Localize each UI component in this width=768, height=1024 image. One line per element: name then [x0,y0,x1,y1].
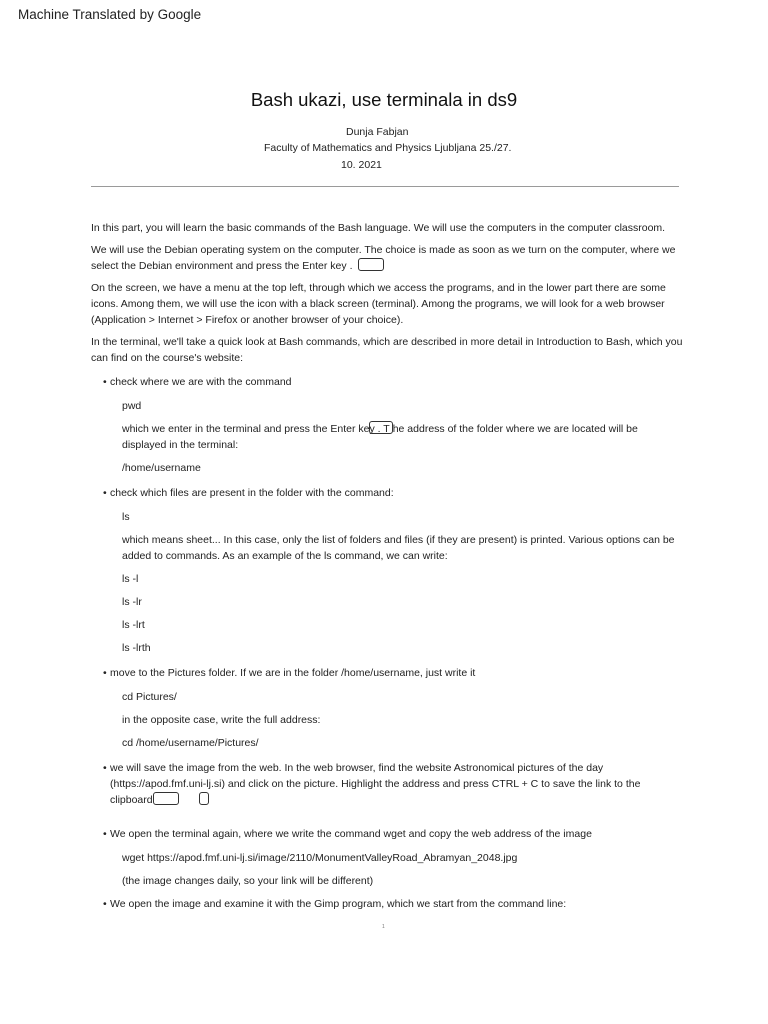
document-body [91,220,683,920]
ctrl-key-icon [153,792,179,805]
bullet-wget: • We open the terminal again, where we write the command wget and copy the web address of the image [91,826,683,842]
bullet-ls: • check which files are present in the folder with the command: [91,485,683,501]
paragraph-debian: We will use the Debian operating system on the computer. The choice is made as soon as we turn on the computer, where we select the Debian environment and press the Enter key . [91,244,676,272]
ls-option: ls -l [122,573,139,585]
wget-note: (the image changes daily, so your link will be different) [122,875,374,887]
bullet-save-image: • we will save the image from the web. In the web browser, find the website Astronomical pictures of the day (https://apod.fmf.uni-lj.si) and click on the picture. Highlight the address and press CTRL + C to save the link to the clipboard [91,760,683,808]
ls-description: which means sheet... In this case, only the list of folders and files (if they are present) is printed. Various options can be added to commands. As an example of the ls command, we can write: [122,534,675,562]
ls-option: ls -lrth [122,642,151,654]
author: Dunja Fabjan [346,126,409,138]
command-ls: ls [122,511,130,523]
command-cd-full: cd /home/username/Pictures/ [122,737,259,749]
c-key-icon [199,792,209,805]
translation-banner: Machine Translated by Google [18,7,202,22]
document-title: Bash ukazi, use terminala in ds9 [250,89,518,110]
ls-option: ls -lrt [122,619,145,631]
bullet-gimp: • We open the image and examine it with the Gimp program, which we start from the command line: [91,896,683,912]
date: 10. 2021 [341,159,382,171]
command-cd: cd Pictures/ [122,691,177,703]
command-pwd: pwd [122,400,142,412]
enter-key-icon [369,421,393,434]
page-number: 1 [382,924,385,930]
paragraph-screen: On the screen, we have a menu at the top left, through which we access the programs, and in the lower part there are some icons. Among them, we will use the icon with a black screen (terminal). Among the programs, we will look for a web browser (Application > Internet > Firefox or another browser of your choice). [91,282,666,326]
ls-option: ls -lr [122,596,142,608]
bullet-cd: • move to the Pictures folder. If we are in the folder /home/username, just write it [91,665,683,681]
paragraph-terminal: In the terminal, we'll take a quick look at Bash commands, which are described in more detail in Introduction to Bash, which you can find on the course's website: [91,336,683,364]
paragraph-intro: In this part, you will learn the basic commands of the Bash language. We will use the computers in the computer classroom. [91,222,666,234]
bullet-pwd: • check where we are with the command [91,374,683,390]
affiliation: Faculty of Mathematics and Physics Ljubljana 25./27. [264,142,512,154]
cd-description: in the opposite case, write the full address: [122,714,321,726]
header-divider [91,186,679,187]
enter-key-icon [358,258,384,271]
pwd-description: which we enter in the terminal and press the Enter key . T he address of the folder where we are located will be displayed in the terminal: [122,423,638,451]
pwd-result: /home/username [122,462,201,474]
command-wget: wget https://apod.fmf.uni-lj.si/image/2110/MonumentValleyRoad_Abramyan_2048.jpg [122,852,518,864]
